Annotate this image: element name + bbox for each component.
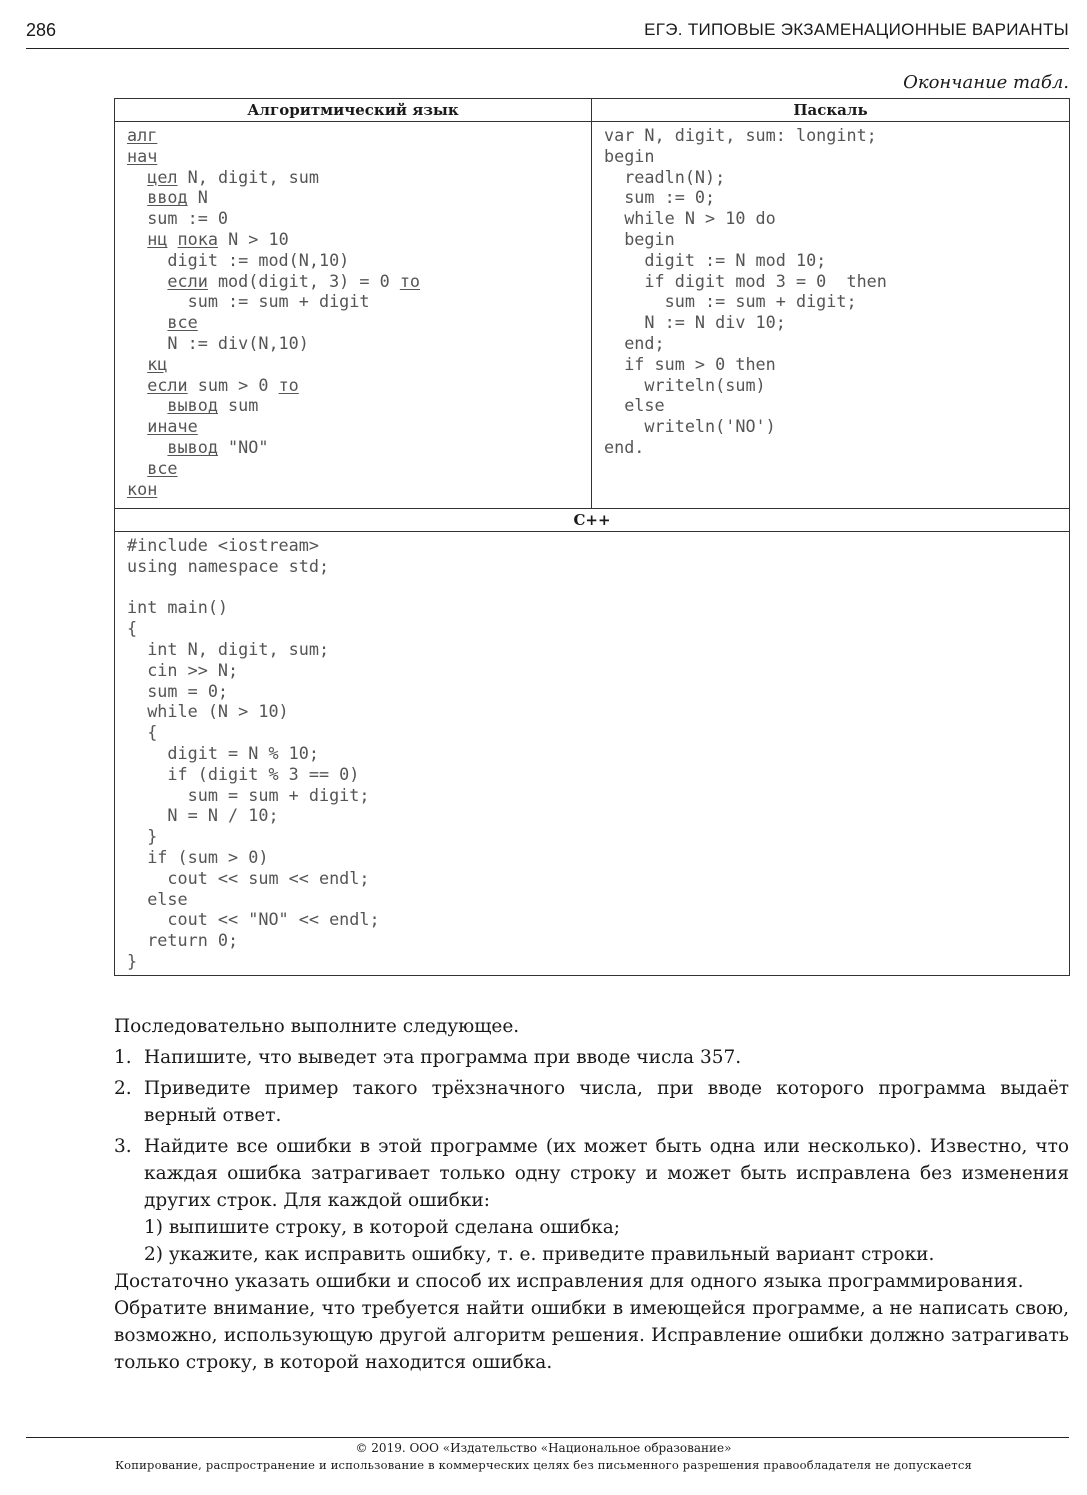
- code-keyword: кц: [147, 353, 168, 374]
- algorithmic-language-header: Алгоритмический язык: [115, 99, 592, 122]
- code-text: [127, 437, 167, 457]
- pascal-code-cell: [592, 122, 1070, 509]
- cpp-header: C++: [115, 509, 1070, 532]
- instruction-item: 3. Найдите все ошибки в этой программе (их может быть одна или несколько). Известно, что каждая ошибка затрагивает только одну строку и может быть исправлена без изменения других строк. Для каждой ошибки:: [114, 1136, 1069, 1211]
- header-divider: [26, 48, 1069, 49]
- code-keyword: вывод: [167, 395, 218, 416]
- page-number: 286: [26, 20, 57, 40]
- instruction-item: 1. Напишите, что выведет эта программа при вводе числа 357.: [114, 1047, 742, 1068]
- code-keyword: иначе: [147, 416, 198, 437]
- code-keyword: пока: [177, 228, 218, 249]
- code-text: sum: [217, 395, 259, 416]
- code-keyword: ввод: [147, 187, 188, 208]
- code-text: sum := 0: [127, 208, 229, 229]
- pascal-header: Паскаль: [592, 99, 1070, 122]
- task-instructions: [114, 1013, 1069, 1376]
- code-keyword: то: [399, 270, 421, 291]
- code-text: sum > 0: [187, 374, 279, 395]
- code-keyword: кон: [127, 478, 158, 499]
- code-text: "NO": [217, 436, 269, 457]
- code-text: N: [187, 187, 208, 208]
- code-keyword: цел: [147, 166, 178, 187]
- algorithmic-code-cell: [115, 122, 592, 509]
- code-text: [127, 312, 167, 332]
- instructions-paragraph: Достаточно указать ошибки и способ их исправления для одного языка программирования.: [114, 1271, 1024, 1292]
- code-text: N := div(N,10): [127, 332, 309, 353]
- instruction-subitem: 2) укажите, как исправить ошибку, т. е. приведите правильный вариант строки.: [144, 1244, 935, 1265]
- page-header: [26, 20, 1069, 46]
- code-keyword: если: [147, 374, 188, 395]
- code-text: [127, 229, 147, 249]
- code-keyword: вывод: [167, 436, 218, 457]
- copyright-notice: © 2019. ООО «Издательство «Национальное образование»: [355, 1441, 732, 1455]
- instruction-subitem: 1) выпишите строку, в которой сделана ошибка;: [144, 1217, 620, 1238]
- code-text: [167, 229, 177, 249]
- code-text: sum := sum + digit: [127, 291, 370, 312]
- code-text: [127, 375, 147, 395]
- copyright-disclaimer: Копирование, распространение и использование в коммерческих целях без письменного разрешения правообладателя не допускается: [115, 1458, 972, 1472]
- running-title: ЕГЭ. ТИПОВЫЕ ЭКЗАМЕНАЦИОННЫЕ ВАРИАНТЫ: [644, 20, 1069, 39]
- code-text: N, digit, sum: [177, 166, 319, 187]
- code-text: digit := mod(N,10): [127, 249, 350, 270]
- instructions-intro: Последовательно выполните следующее.: [114, 1016, 520, 1037]
- footer-divider: [26, 1437, 1069, 1438]
- code-keyword: алг: [127, 125, 158, 145]
- code-keyword: если: [167, 270, 208, 291]
- code-keyword: все: [167, 312, 198, 333]
- instruction-item: 2. Приведите пример такого трёхзначного числа, при вводе которого программа выдаёт верный ответ.: [114, 1078, 1069, 1126]
- code-keyword: то: [278, 374, 299, 395]
- pascal-code: var N, digit, sum: longint; begin readln(N); sum := 0; while N > 10 do begin digit := N mod 10; if digit mod 3 = 0 then sum := sum + digit; N := N div 10; end; if sum > 0 then writeln(sum) else writeln('NO') end.: [604, 125, 887, 457]
- code-text: [127, 167, 147, 187]
- code-keyword: нц: [147, 228, 168, 249]
- cpp-code: #include <iostream> using namespace std; int main() { int N, digit, sum; cin >> N; sum = 0; while (N > 10) { digit = N % 10; if (digit % 3 == 0) sum = sum + digit; N = N / 10; } if (sum > 0) cout << sum << endl; else cout << "NO" << endl; return 0; }: [127, 535, 380, 971]
- code-text: [127, 187, 147, 207]
- instructions-paragraph: Обратите внимание, что требуется найти ошибки в имеющейся программе, а не написать свою, возможно, использующую другой алгоритм решения. Исправление ошибки должно затрагивать только строку, в которой находится ошибка.: [114, 1298, 1069, 1373]
- code-text: [127, 458, 147, 478]
- cpp-code-cell: [115, 532, 1070, 976]
- code-text: N > 10: [217, 228, 289, 249]
- code-text: [127, 416, 147, 436]
- algorithmic-code: [115, 122, 591, 502]
- code-text: [127, 395, 167, 415]
- table-caption: Окончание табл.: [903, 72, 1069, 93]
- code-keyword: нач: [127, 145, 158, 166]
- code-keyword: все: [147, 457, 178, 478]
- code-table: [114, 98, 1070, 976]
- code-text: [127, 271, 167, 291]
- code-text: mod(digit, 3) = 0: [207, 270, 400, 291]
- code-text: [127, 354, 147, 374]
